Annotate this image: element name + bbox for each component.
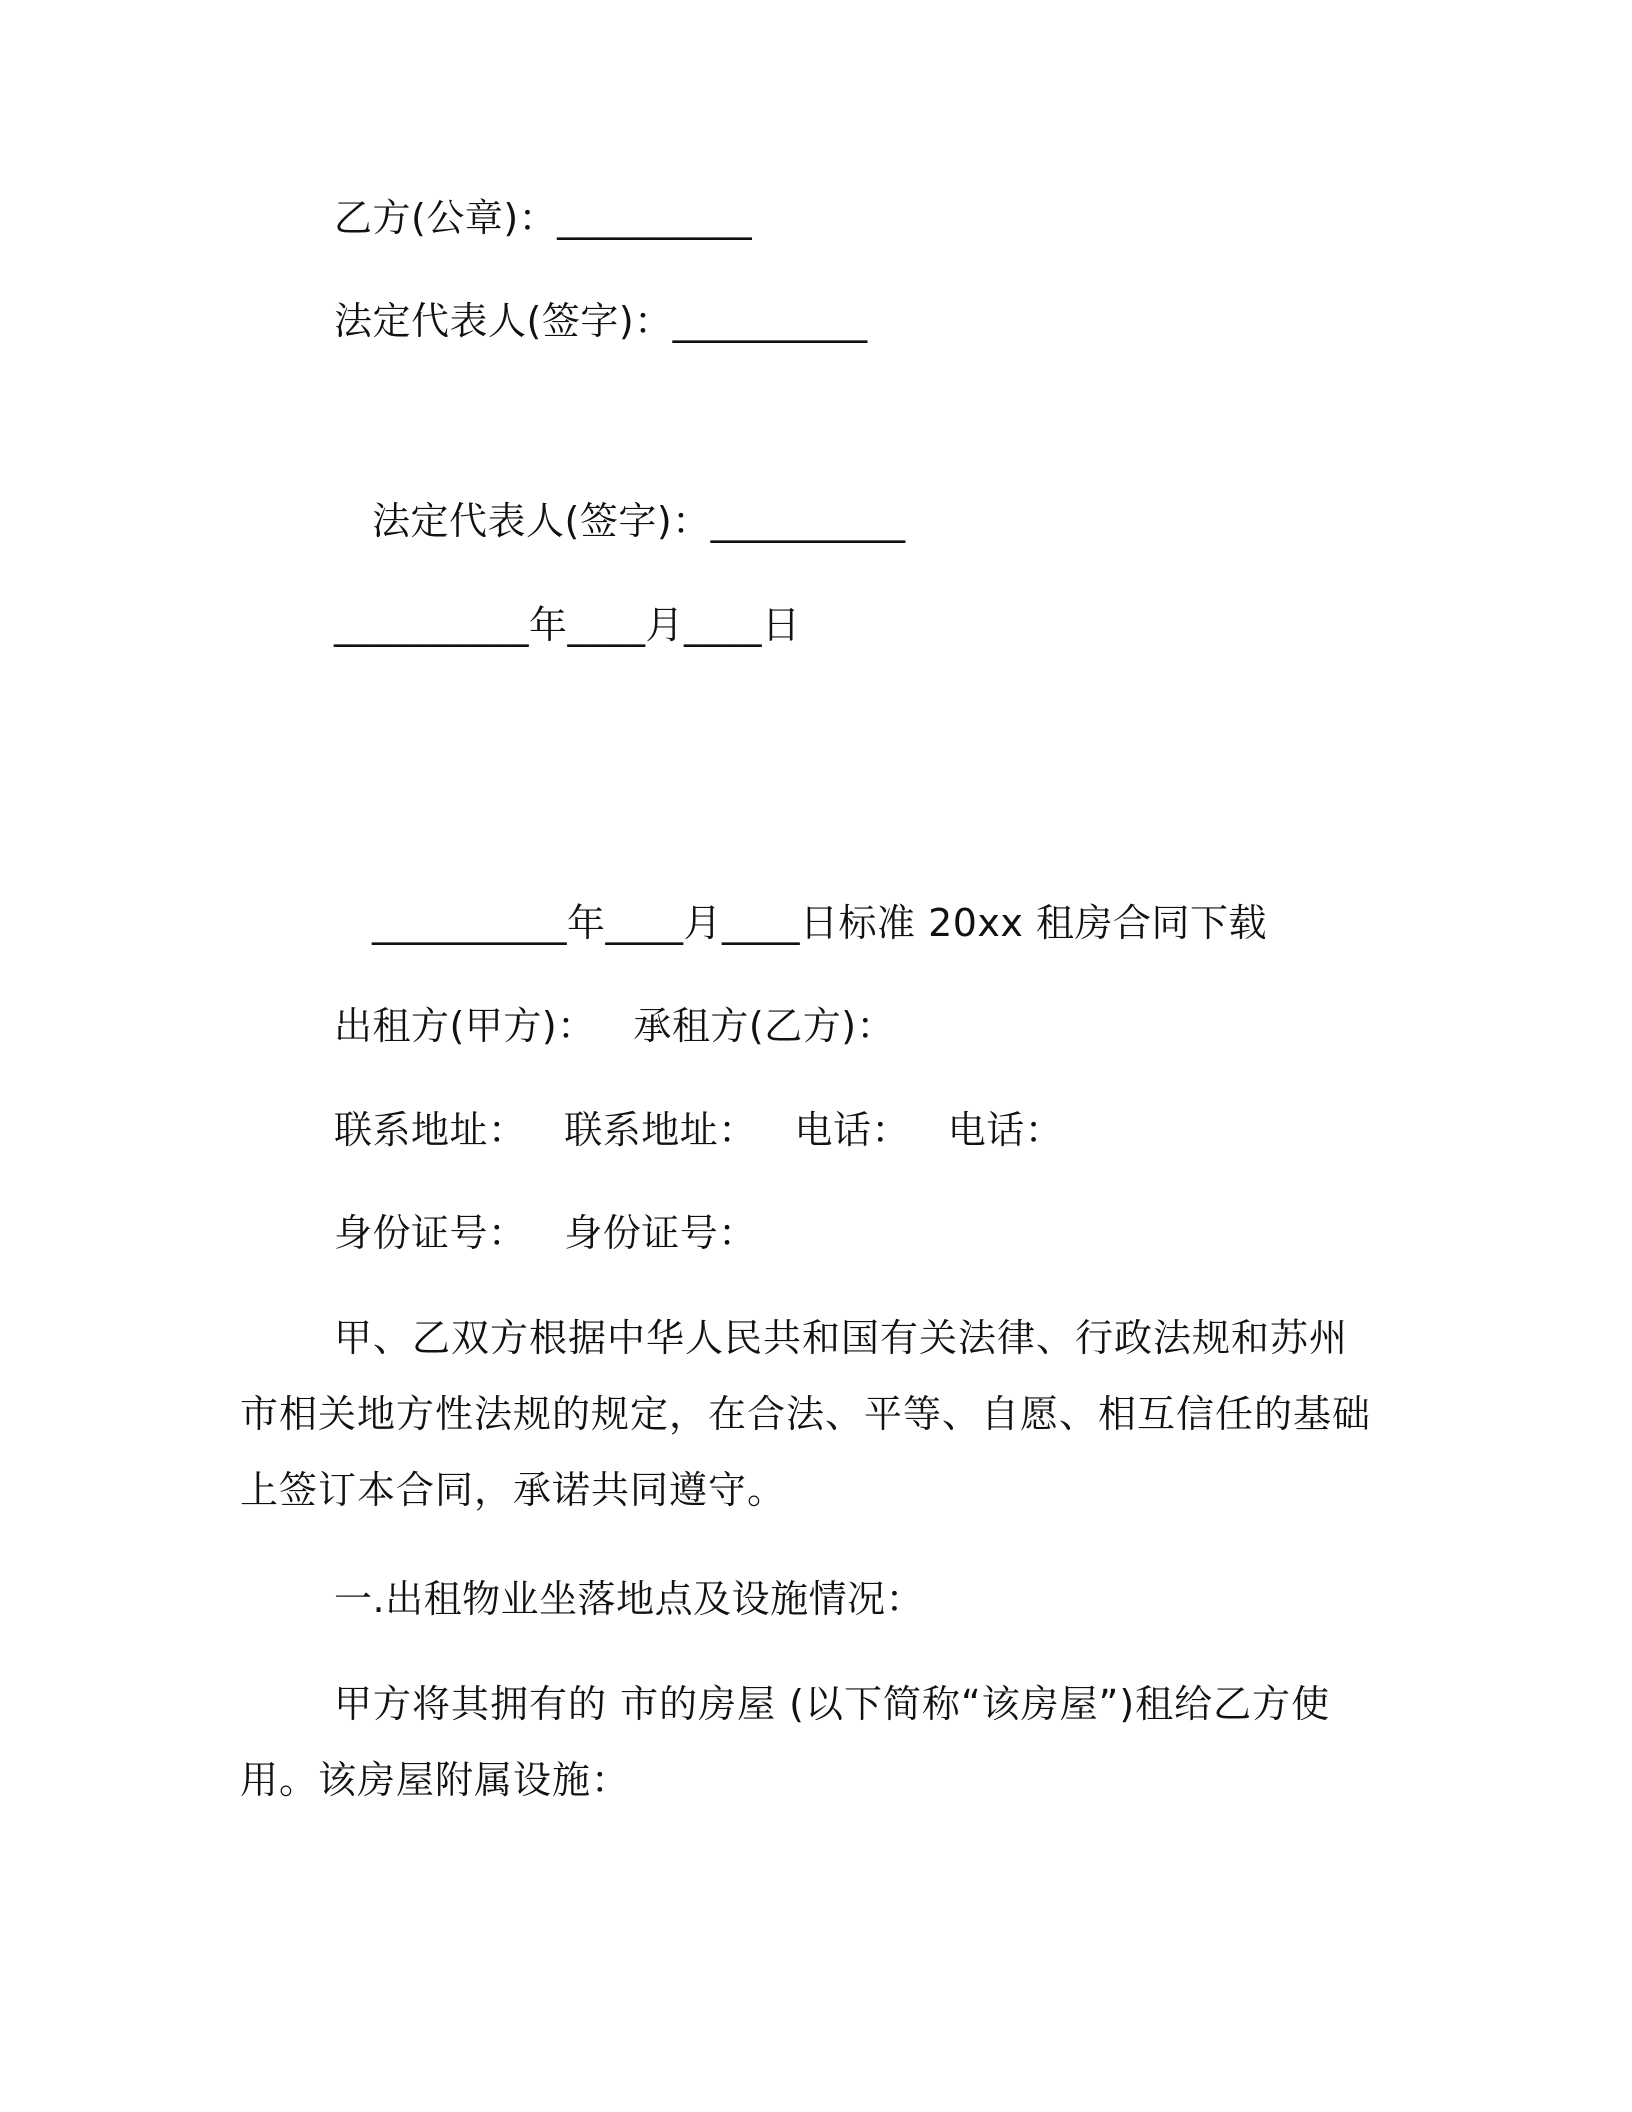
signature-date-line: __________年____月____日 <box>334 603 801 647</box>
section-1-paragraph: 甲方将其拥有的 市的房屋 (以下简称“该房屋”)租给乙方使用。该房屋附属设施： <box>240 1682 1331 1802</box>
legal-rep-signature-line-2: 法定代表人(签字)：__________ <box>372 499 906 543</box>
section-1-heading: 一.出租物业坐落地点及设施情况： <box>334 1577 925 1621</box>
contact-line: 联系地址： 联系地址： 电话： 电话： <box>334 1108 1064 1152</box>
legal-rep-signature-line: 法定代表人(签字)：__________ <box>334 299 868 343</box>
id-number-line: 身份证号： 身份证号： <box>334 1211 757 1255</box>
intro-paragraph: 甲、乙双方根据中华人民共和国有关法律、行政法规和苏州市相关地方性法规的规定，在合法、平等、自愿、相互信任的基础上签订本合同，承诺共同遵守。 <box>240 1316 1372 1512</box>
party-b-seal-line: 乙方(公章)：__________ <box>334 196 753 240</box>
contract-title: __________年____月____日标准 20xx 租房合同下载 <box>372 901 1267 945</box>
parties-line: 出租方(甲方)： 承租方(乙方)： <box>334 1004 896 1048</box>
